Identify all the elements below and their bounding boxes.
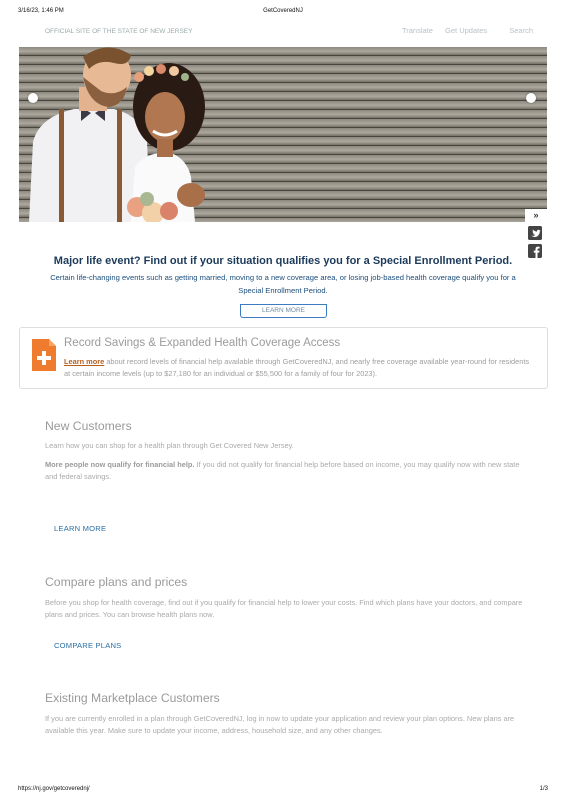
existing-heading: Existing Marketplace Customers [45, 691, 220, 705]
print-page-number: 1/3 [539, 786, 548, 792]
print-header [18, 8, 548, 20]
compare-text: Before you shop for health coverage, find out if you qualify for financial help to lower your costs. Find which plans have your doctors, and compare plans and prices. You can browse health plans now. [45, 598, 523, 620]
financial-help-text: If you did not qualify for financial help before based on income, you may qualify now with new state and federal savings. [45, 460, 520, 482]
sep-headline: Major life event? Find out if your situation qualifies you for a Special Enrollment Period. [53, 255, 513, 267]
print-footer [18, 786, 548, 792]
top-bar [45, 26, 533, 38]
official-site-label: OFFICIAL SITE OF THE STATE OF NEW JERSEY [45, 28, 193, 35]
top-nav [392, 26, 533, 35]
savings-learn-more-link[interactable]: Learn more [64, 357, 105, 366]
document-plus-icon [32, 339, 56, 371]
savings-heading: Record Savings & Expanded Health Coverage Access [64, 337, 341, 349]
print-date: 3/16/23, 1:46 PM [18, 8, 64, 14]
get-updates-link[interactable]: Get Updates [445, 26, 488, 35]
print-title: GetCoveredNJ [263, 8, 303, 14]
new-customers-intro: Learn how you can shop for a health plan through Get Covered New Jersey. [45, 441, 294, 450]
compare-plans-link[interactable]: COMPARE PLANS [54, 641, 122, 650]
savings-text [64, 356, 536, 380]
hero-photo [19, 47, 547, 222]
share-expand-button[interactable]: » [525, 209, 547, 222]
financial-help-bold: More people now qualify for financial help. [45, 460, 195, 470]
carousel-prev-dot-icon[interactable] [28, 93, 38, 103]
compare-heading: Compare plans and prices [45, 575, 188, 589]
hero-carousel[interactable] [19, 47, 547, 222]
existing-text: If you are currently enrolled in a plan through GetCoveredNJ, log in now to update your application and review your plan options. New plans are available this year. Make sure to update your income, address, household size, and any other changes. [45, 714, 515, 736]
print-url: https://nj.gov/getcoverednj/ [18, 786, 90, 792]
translate-link[interactable]: Translate [401, 26, 433, 35]
new-customers-section [45, 419, 525, 484]
sep-learn-more-button[interactable]: LEARN MORE [240, 304, 327, 318]
new-customers-learn-more-link[interactable]: LEARN MORE [54, 524, 107, 533]
compare-section [45, 575, 525, 621]
twitter-icon[interactable] [528, 226, 542, 240]
search-link[interactable]: Search [509, 26, 533, 35]
new-customers-financial-help [45, 459, 525, 483]
sep-description: Certain life-changing events such as getting married, moving to a new coverage area, or losing job-based health coverage qualify you for a Special Enrollment Period. [50, 273, 516, 295]
share-bar [525, 209, 547, 258]
savings-alert-card [19, 327, 548, 389]
new-customers-heading: New Customers [45, 419, 132, 433]
savings-body: about record levels of financial help available through GetCoveredNJ, and nearly free coverage available year-round for residents at certain income levels (up to $27,180 for an individual or $55,500 for a family of four for 2023). [64, 357, 530, 379]
existing-customers-section [45, 691, 525, 737]
carousel-next-dot-icon[interactable] [526, 93, 536, 103]
